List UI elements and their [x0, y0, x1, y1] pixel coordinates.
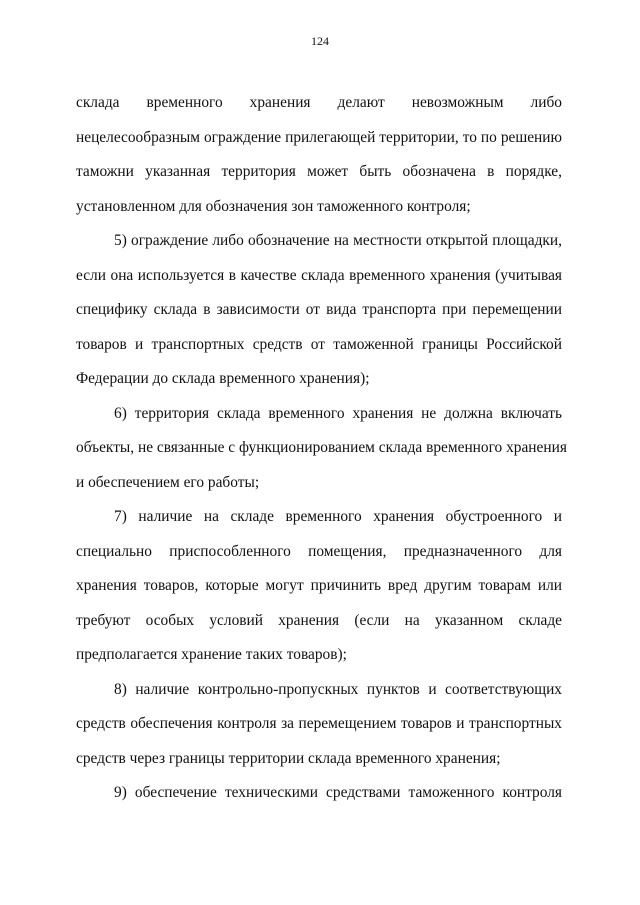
text-line: 8) наличие контрольно-пропускных пунктов и соответствующих	[114, 680, 562, 698]
text-line: специально приспособленного помещения, предназначенного для	[76, 542, 562, 560]
paragraph-continuation	[76, 86, 562, 224]
text-line: если она используется в качестве склада временного хранения (учитывая	[76, 266, 562, 284]
document-body	[76, 86, 567, 811]
paragraph-item-7	[76, 500, 562, 673]
text-line: Федерации до склада временного хранения);	[76, 370, 370, 387]
text-line: объекты, не связанные с функционированием склада временного хранения	[76, 439, 567, 456]
text-line: 6) территория склада временного хранения не должна включать	[114, 404, 562, 422]
text-line: нецелесообразным ограждение прилегающей территории, то по решению	[76, 128, 562, 146]
text-line: хранения товаров, которые могут причинить вред другим товарам или	[76, 577, 562, 594]
paragraph-item-8	[76, 673, 562, 777]
paragraph-item-9	[76, 776, 562, 811]
text-line: средств через границы территории склада временного хранения;	[76, 749, 501, 767]
paragraph-item-5	[76, 224, 562, 397]
text-line: склада временного хранения делают невозможным либо	[76, 94, 562, 111]
text-line: специфику склада в зависимости от вида транспорта при перемещении	[76, 301, 562, 318]
text-line: средств обеспечения контроля за перемещением товаров и транспортных	[76, 715, 562, 732]
text-line: требуют особых условий хранения (если на указанном складе	[76, 611, 562, 629]
text-line: предполагается хранение таких товаров);	[76, 646, 347, 663]
text-line: 9) обеспечение техническими средствами таможенного контроля	[114, 784, 562, 801]
text-line: 5) ограждение либо обозначение на местности открытой площадки,	[114, 232, 562, 249]
paragraph-item-6	[76, 397, 567, 501]
text-line: товаров и транспортных средств от таможенной границы Российской	[76, 335, 562, 353]
text-line: таможни указанная территория может быть обозначена в порядке,	[76, 163, 562, 180]
text-line: установленном для обозначения зон таможенного контроля;	[76, 197, 471, 215]
page-number: 124	[311, 34, 329, 48]
text-line: и обеспечением его работы;	[76, 473, 260, 491]
text-line: 7) наличие на складе временного хранения обустроенного и	[114, 508, 562, 525]
